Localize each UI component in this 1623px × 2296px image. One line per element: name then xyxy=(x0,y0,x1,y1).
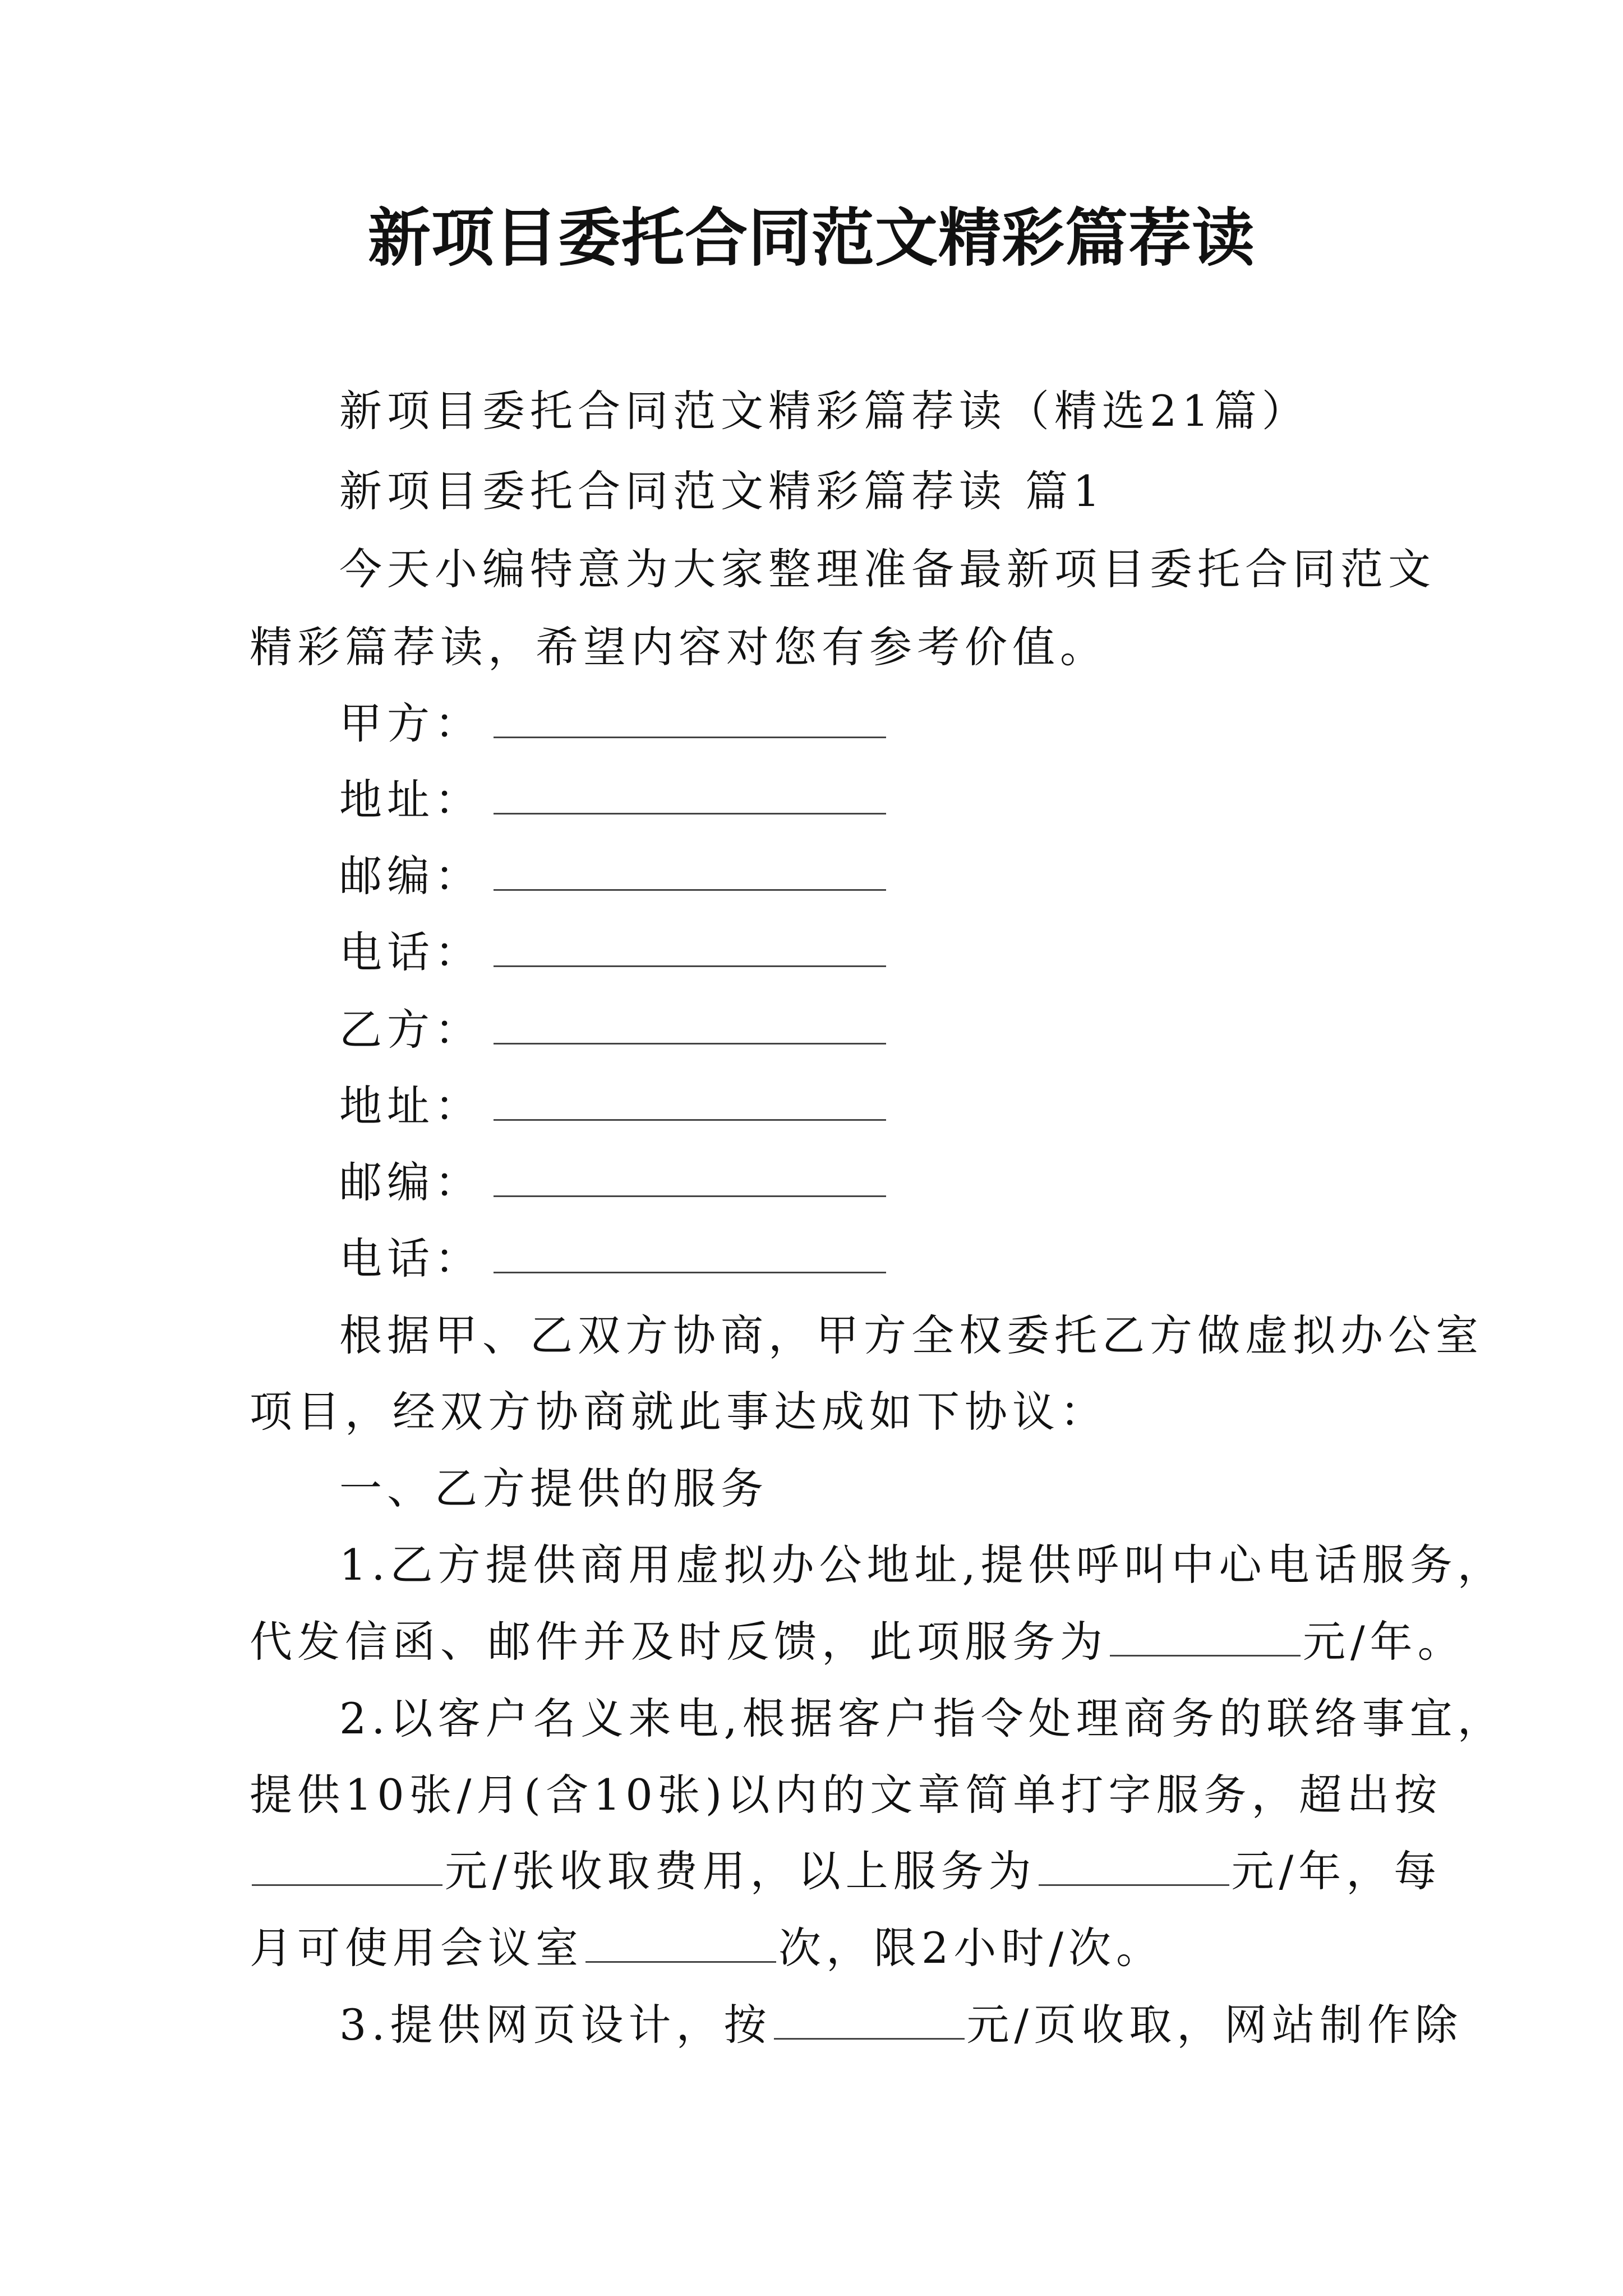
agreement-line-2: 项目，经双方协商就此事达成如下协议： xyxy=(250,1387,1108,1437)
fill-blank xyxy=(494,1007,886,1045)
item-2-line-3 xyxy=(250,1843,1441,1899)
party-b-postcode-field xyxy=(339,1154,888,1211)
fill-blank xyxy=(494,1236,886,1273)
fill-blank xyxy=(494,930,886,967)
fill-blank xyxy=(494,853,886,891)
text-segment: 元/年。 xyxy=(1303,1617,1465,1667)
fill-blank xyxy=(494,1159,886,1197)
fill-blank xyxy=(774,2002,965,2040)
party-b-phone-field xyxy=(339,1231,888,1287)
clause-heading: 一、乙方提供的服务 xyxy=(339,1464,768,1513)
field-label: 电话： xyxy=(339,927,482,977)
field-label: 甲方： xyxy=(339,698,482,748)
text-segment: 元/年，每 xyxy=(1231,1846,1442,1896)
field-label: 邮编： xyxy=(339,1157,482,1207)
text-segment: 3.提供网页设计，按 xyxy=(339,2000,772,2050)
field-label: 地址： xyxy=(339,775,482,825)
item-2-line-1: 2.以客户名义来电,根据客户指令处理商务的联络事宜， xyxy=(339,1694,1505,1743)
party-a-address-field xyxy=(339,772,888,828)
party-a-name-field xyxy=(339,696,888,752)
fill-blank xyxy=(252,1848,442,1886)
intro-line-2: 精彩篇荐读，希望内容对您有参考价值。 xyxy=(250,622,1108,672)
field-label: 地址： xyxy=(339,1081,482,1131)
party-a-postcode-field xyxy=(339,848,888,904)
intro-line-1: 今天小编特意为大家整理准备最新项目委托合同范文 xyxy=(339,544,1436,594)
text-segment: 元/张收取费用，以上服务为 xyxy=(445,1846,1036,1896)
party-b-name-field xyxy=(339,1002,888,1058)
text-segment: 代发信函、邮件并及时反馈，此项服务为 xyxy=(250,1617,1108,1667)
agreement-line-1: 根据甲、乙双方协商，甲方全权委托乙方做虚拟办公室 xyxy=(339,1310,1483,1360)
text-segment: 元/页收取，网站制作除 xyxy=(966,2000,1463,2050)
document-subtitle: 新项目委托合同范文精彩篇荐读（精选21篇） xyxy=(339,386,1310,436)
fill-blank xyxy=(494,1083,886,1121)
item-1-line-1: 1.乙方提供商用虚拟办公地址,提供呼叫中心电话服务， xyxy=(339,1540,1505,1590)
party-b-address-field xyxy=(339,1078,888,1134)
document-title: 新项目委托合同范文精彩篇荐读 xyxy=(368,202,1255,275)
field-label: 电话： xyxy=(339,1234,482,1283)
fill-blank xyxy=(1039,1848,1229,1886)
item-2-line-2: 提供10张/月(含10张)以内的文章简单打字服务，超出按 xyxy=(250,1770,1442,1820)
item-3-line-1 xyxy=(339,1997,1463,2053)
section-heading: 新项目委托合同范文精彩篇荐读 篇1 xyxy=(339,466,1105,516)
item-1-line-2 xyxy=(250,1614,1465,1670)
fill-blank xyxy=(1110,1619,1301,1657)
fill-blank xyxy=(494,777,886,815)
fill-blank xyxy=(494,701,886,738)
fill-blank xyxy=(585,1925,776,1963)
item-2-line-4 xyxy=(250,1920,1164,1976)
text-segment: 月可使用会议室 xyxy=(250,1923,583,1973)
text-segment: 次，限2小时/次。 xyxy=(778,1923,1164,1973)
field-label: 乙方： xyxy=(339,1005,482,1055)
field-label: 邮编： xyxy=(339,851,482,901)
party-a-phone-field xyxy=(339,924,888,981)
